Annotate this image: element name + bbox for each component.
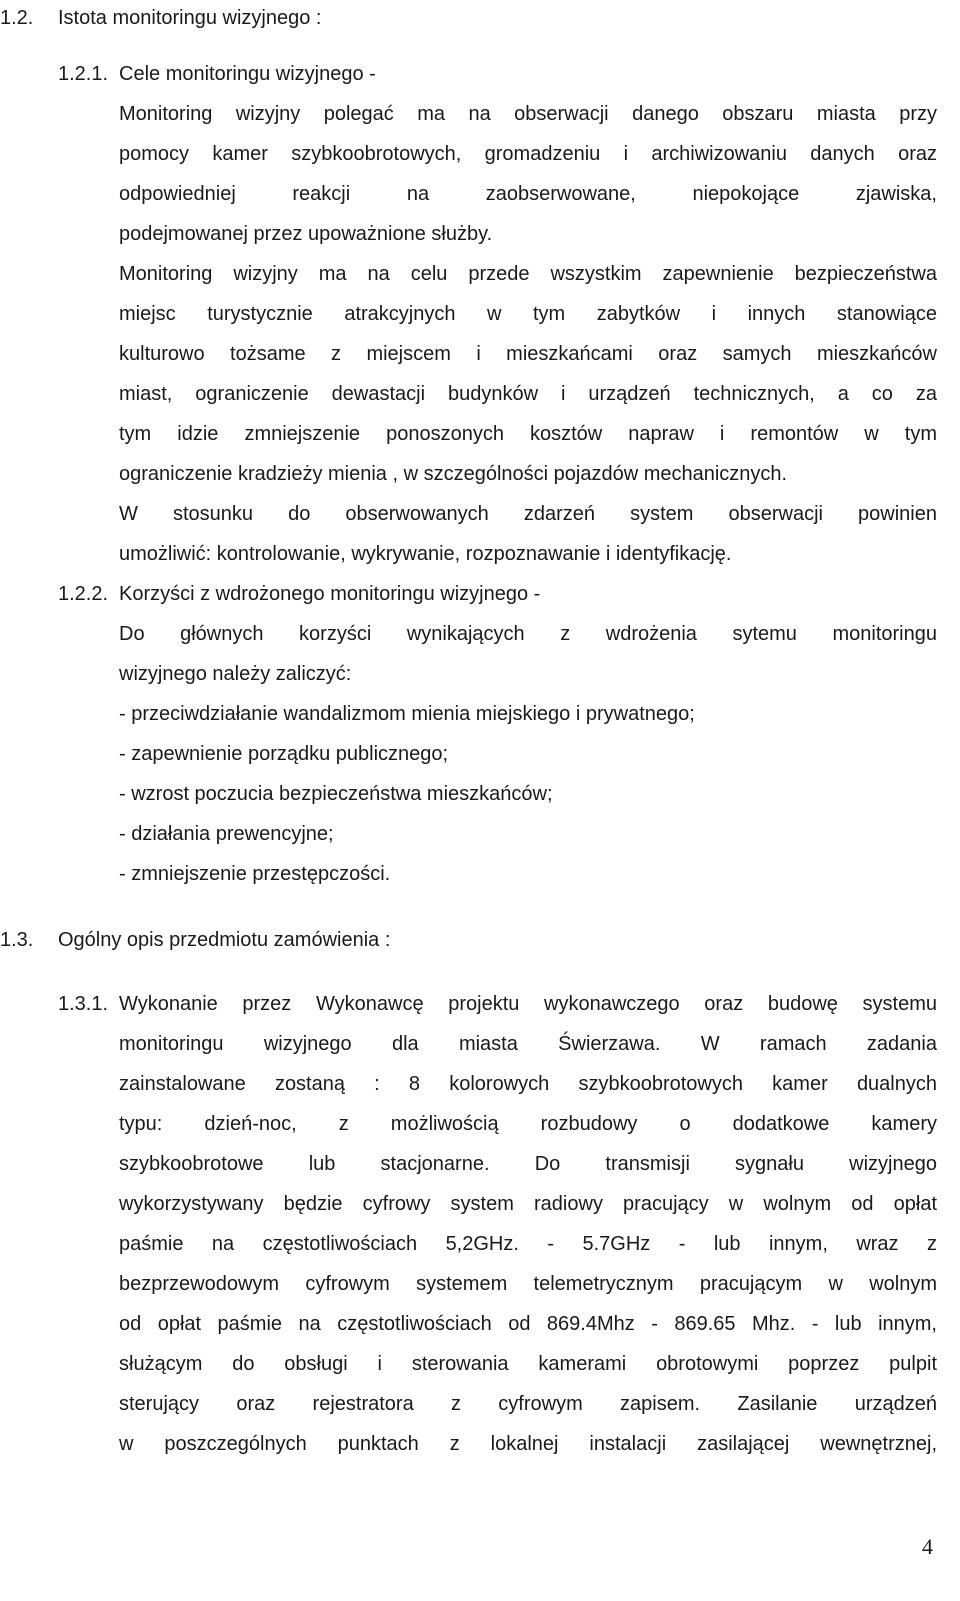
paragraph-line: zainstalowane zostaną : 8 kolorowych szybkoobrotowych kamer dualnych (119, 1073, 937, 1095)
subsection-number-1-2-2: 1.2.2. (58, 583, 109, 605)
paragraph-line: w poszczególnych punktach z lokalnej instalacji zasilającej wewnętrznej, (119, 1433, 937, 1455)
paragraph-line: umożliwić: kontrolowanie, wykrywanie, rozpoznawanie i identyfikację. (119, 543, 732, 565)
list-item: - zmniejszenie przestępczości. (119, 863, 391, 885)
list-item: - działania prewencyjne; (119, 823, 334, 845)
paragraph-line: od opłat paśmie na częstotliwościach od 869.4Mhz - 869.65 Mhz. - lub innym, (119, 1313, 937, 1335)
section-heading-1-2 (0, 0, 321, 38)
subsection-1-2-1-text (119, 54, 937, 574)
paragraph-line: wizyjnego należy zaliczyć: (119, 663, 352, 685)
section-title: Istota monitoringu wizyjnego : (58, 7, 322, 29)
section-number: 1.3. (0, 929, 34, 951)
paragraph-line: typu: dzień-noc, z możliwością rozbudowy o dodatkowe kamery (119, 1113, 937, 1135)
paragraph-line: bezprzewodowym cyfrowym systemem telemetrycznym pracującym w wolnym (119, 1273, 937, 1295)
paragraph-line: tym idzie zmniejszenie ponoszonych kosztów napraw i remontów w tym (119, 423, 937, 445)
paragraph-line: podejmowanej przez upoważnione służby. (119, 223, 493, 245)
paragraph-line: ograniczenie kradzieży mienia , w szczególności pojazdów mechanicznych. (119, 463, 788, 485)
page-number: 4 (922, 1534, 933, 1559)
paragraph-line: służącym do obsługi i sterowania kamerami obrotowymi poprzez pulpit (119, 1353, 937, 1375)
section-number: 1.2. (0, 7, 34, 29)
paragraph-line: sterujący oraz rejestratora z cyfrowym zapisem. Zasilanie urządzeń (119, 1393, 937, 1415)
subsection-number-1-2-1: 1.2.1. (58, 63, 109, 85)
paragraph-line: W stosunku do obserwowanych zdarzeń system obserwacji powinien (119, 503, 937, 525)
paragraph-line: szybkoobrotowe lub stacjonarne. Do transmisji sygnału wizyjnego (119, 1153, 937, 1175)
paragraph-line: Do głównych korzyści wynikających z wdrożenia sytemu monitoringu (119, 623, 937, 645)
paragraph-line: miejsc turystycznie atrakcyjnych w tym zabytków i innych stanowiące (119, 303, 937, 325)
paragraph-line: miast, ograniczenie dewastacji budynków i urządzeń technicznych, a co za (119, 383, 937, 405)
paragraph-line: pomocy kamer szybkoobrotowych, gromadzeniu i archiwizowaniu danych oraz (119, 143, 937, 165)
paragraph-line: Monitoring wizyjny ma na celu przede wszystkim zapewnienie bezpieczeństwa (119, 263, 937, 285)
paragraph-line: monitoringu wizyjnego dla miasta Świerzawa. W ramach zadania (119, 1033, 937, 1055)
list-item: - wzrost poczucia bezpieczeństwa mieszkańców; (119, 783, 553, 805)
subsection-number-1-3-1: 1.3.1. (58, 993, 109, 1015)
subsection-title: Cele monitoringu wizyjnego - (119, 63, 376, 85)
paragraph-line: Wykonanie przez Wykonawcę projektu wykonawczego oraz budowę systemu (119, 993, 937, 1015)
paragraph-line: wykorzystywany będzie cyfrowy system radiowy pracujący w wolnym od opłat (119, 1193, 937, 1215)
section-title: Ogólny opis przedmiotu zamówienia : (58, 929, 391, 951)
list-item: - zapewnienie porządku publicznego; (119, 743, 449, 765)
subsection-1-3-1-text (119, 984, 937, 1464)
section-heading-1-3 (0, 920, 390, 960)
paragraph-line: odpowiedniej reakcji na zaobserwowane, niepokojące zjawiska, (119, 183, 937, 205)
subsection-1-2-2-text (119, 574, 937, 894)
paragraph-line: kulturowo tożsame z miejscem i mieszkańcami oraz samych mieszkańców (119, 343, 937, 365)
subsection-title: Korzyści z wdrożonego monitoringu wizyjnego - (119, 583, 541, 605)
paragraph-line: Monitoring wizyjny polegać ma na obserwacji danego obszaru miasta przy (119, 103, 937, 125)
list-item: - przeciwdziałanie wandalizmom mienia miejskiego i prywatnego; (119, 703, 695, 725)
paragraph-line: paśmie na częstotliwościach 5,2GHz. - 5.7GHz - lub innym, wraz z (119, 1233, 937, 1255)
